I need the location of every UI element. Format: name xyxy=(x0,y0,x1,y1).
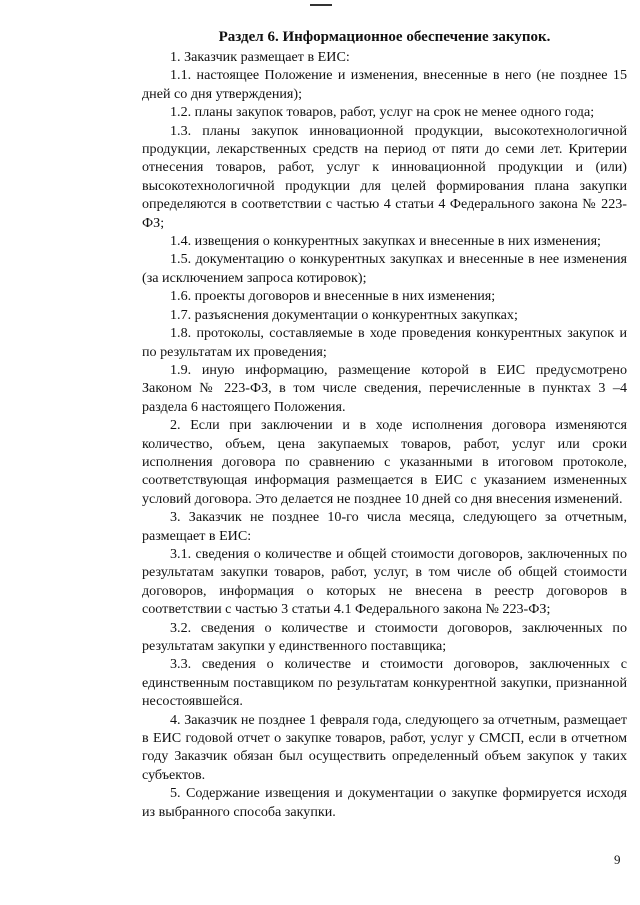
section-heading: Раздел 6. Информационное обеспечение закупок. xyxy=(218,29,551,45)
paragraph-1-6: 1.6. проекты договоров и внесенные в них изменения; xyxy=(170,288,496,305)
scan-top-mark xyxy=(310,4,332,6)
paragraph-4: 4. Заказчик не позднее 1 февраля года, следующего за отчетным, размещает в ЕИС годовой отчет о закупке товаров, работ, услуг у СМСП, если в отчетном году Заказчик обязан был осуществить определенный объем закупок у таких субъектов. xyxy=(142,711,627,783)
page-number: 9 xyxy=(614,852,621,867)
paragraph-1-7: 1.7. разъяснения документации о конкурентных закупках; xyxy=(170,306,518,323)
paragraph-3: 3. Заказчик не позднее 10-го числа месяца, следующего за отчетным, размещает в ЕИС: xyxy=(142,509,627,544)
paragraph-1-5: 1.5. документацию о конкурентных закупках и внесенные в нее изменения (за исключением запроса котировок); xyxy=(142,251,627,286)
paragraph-5: 5. Содержание извещения и документации о закупке формируется исходя из выбранного способа закупки. xyxy=(142,785,627,820)
paragraph-3-1: 3.1. сведения о количестве и общей стоимости договоров, заключенных по результатам закупки товаров, работ, услуг, в том числе об общей стоимости договоров, информация о которых не внесена в реестр договоров в соответствии с частью 3 статьи 4.1 Федерального закона № 223-ФЗ; xyxy=(142,545,627,618)
paragraph-1-3: 1.3. планы закупок инновационной продукции, высокотехнологичной продукции, лекарственных средств на период от пяти до семи лет. Критерии отнесения товаров, работ, услуг к инновационной продукции и (или) высокотехнологичной продукции для целей формирования плана закупки определяются в соответствии с частью 4 статьи 4 Федерального закона № 223-ФЗ; xyxy=(142,122,627,231)
paragraph-1-2: 1.2. планы закупок товаров, работ, услуг на срок не менее одного года; xyxy=(170,104,595,121)
paragraph-1-8: 1.8. протоколы, составляемые в ходе проведения конкурентных закупок и по результатам их проведения; xyxy=(142,325,627,360)
paragraph-1: 1. Заказчик размещает в ЕИС: xyxy=(170,49,350,65)
paragraph-1-1: 1.1. настоящее Положение и изменения, внесенные в него (не позднее 15 дней со дня утверждения); xyxy=(142,67,627,102)
paragraph-3-3: 3.3. сведения о количестве и стоимости договоров, заключенных с единственным поставщиком по результатам конкурентной закупки, признанной несостоявшейся. xyxy=(142,656,627,710)
paragraph-1-4: 1.4. извещения о конкурентных закупках и внесенные в них изменения; xyxy=(170,233,601,250)
paragraph-1-9: 1.9. иную информацию, размещение которой в ЕИС предусмотрено Законом № 223-ФЗ, в том числе сведения, перечисленные в пунктах 3 –4 раздела 6 настоящего Положения. xyxy=(142,361,627,415)
document-page xyxy=(142,28,627,821)
paragraph-2: 2. Если при заключении и в ходе исполнения договора изменяются количество, объем, цена закупаемых товаров, работ, услуг или сроки исполнения договора по сравнению с указанными в итоговом протоколе, соответствующая информация размещается в ЕИС с указанием измененных условий договора. Это делается не позднее 10 дней со дня внесения изменений. xyxy=(142,417,627,507)
paragraph-3-2: 3.2. сведения о количестве и стоимости договоров, заключенных по результатам закупки у единственного поставщика; xyxy=(142,619,627,654)
